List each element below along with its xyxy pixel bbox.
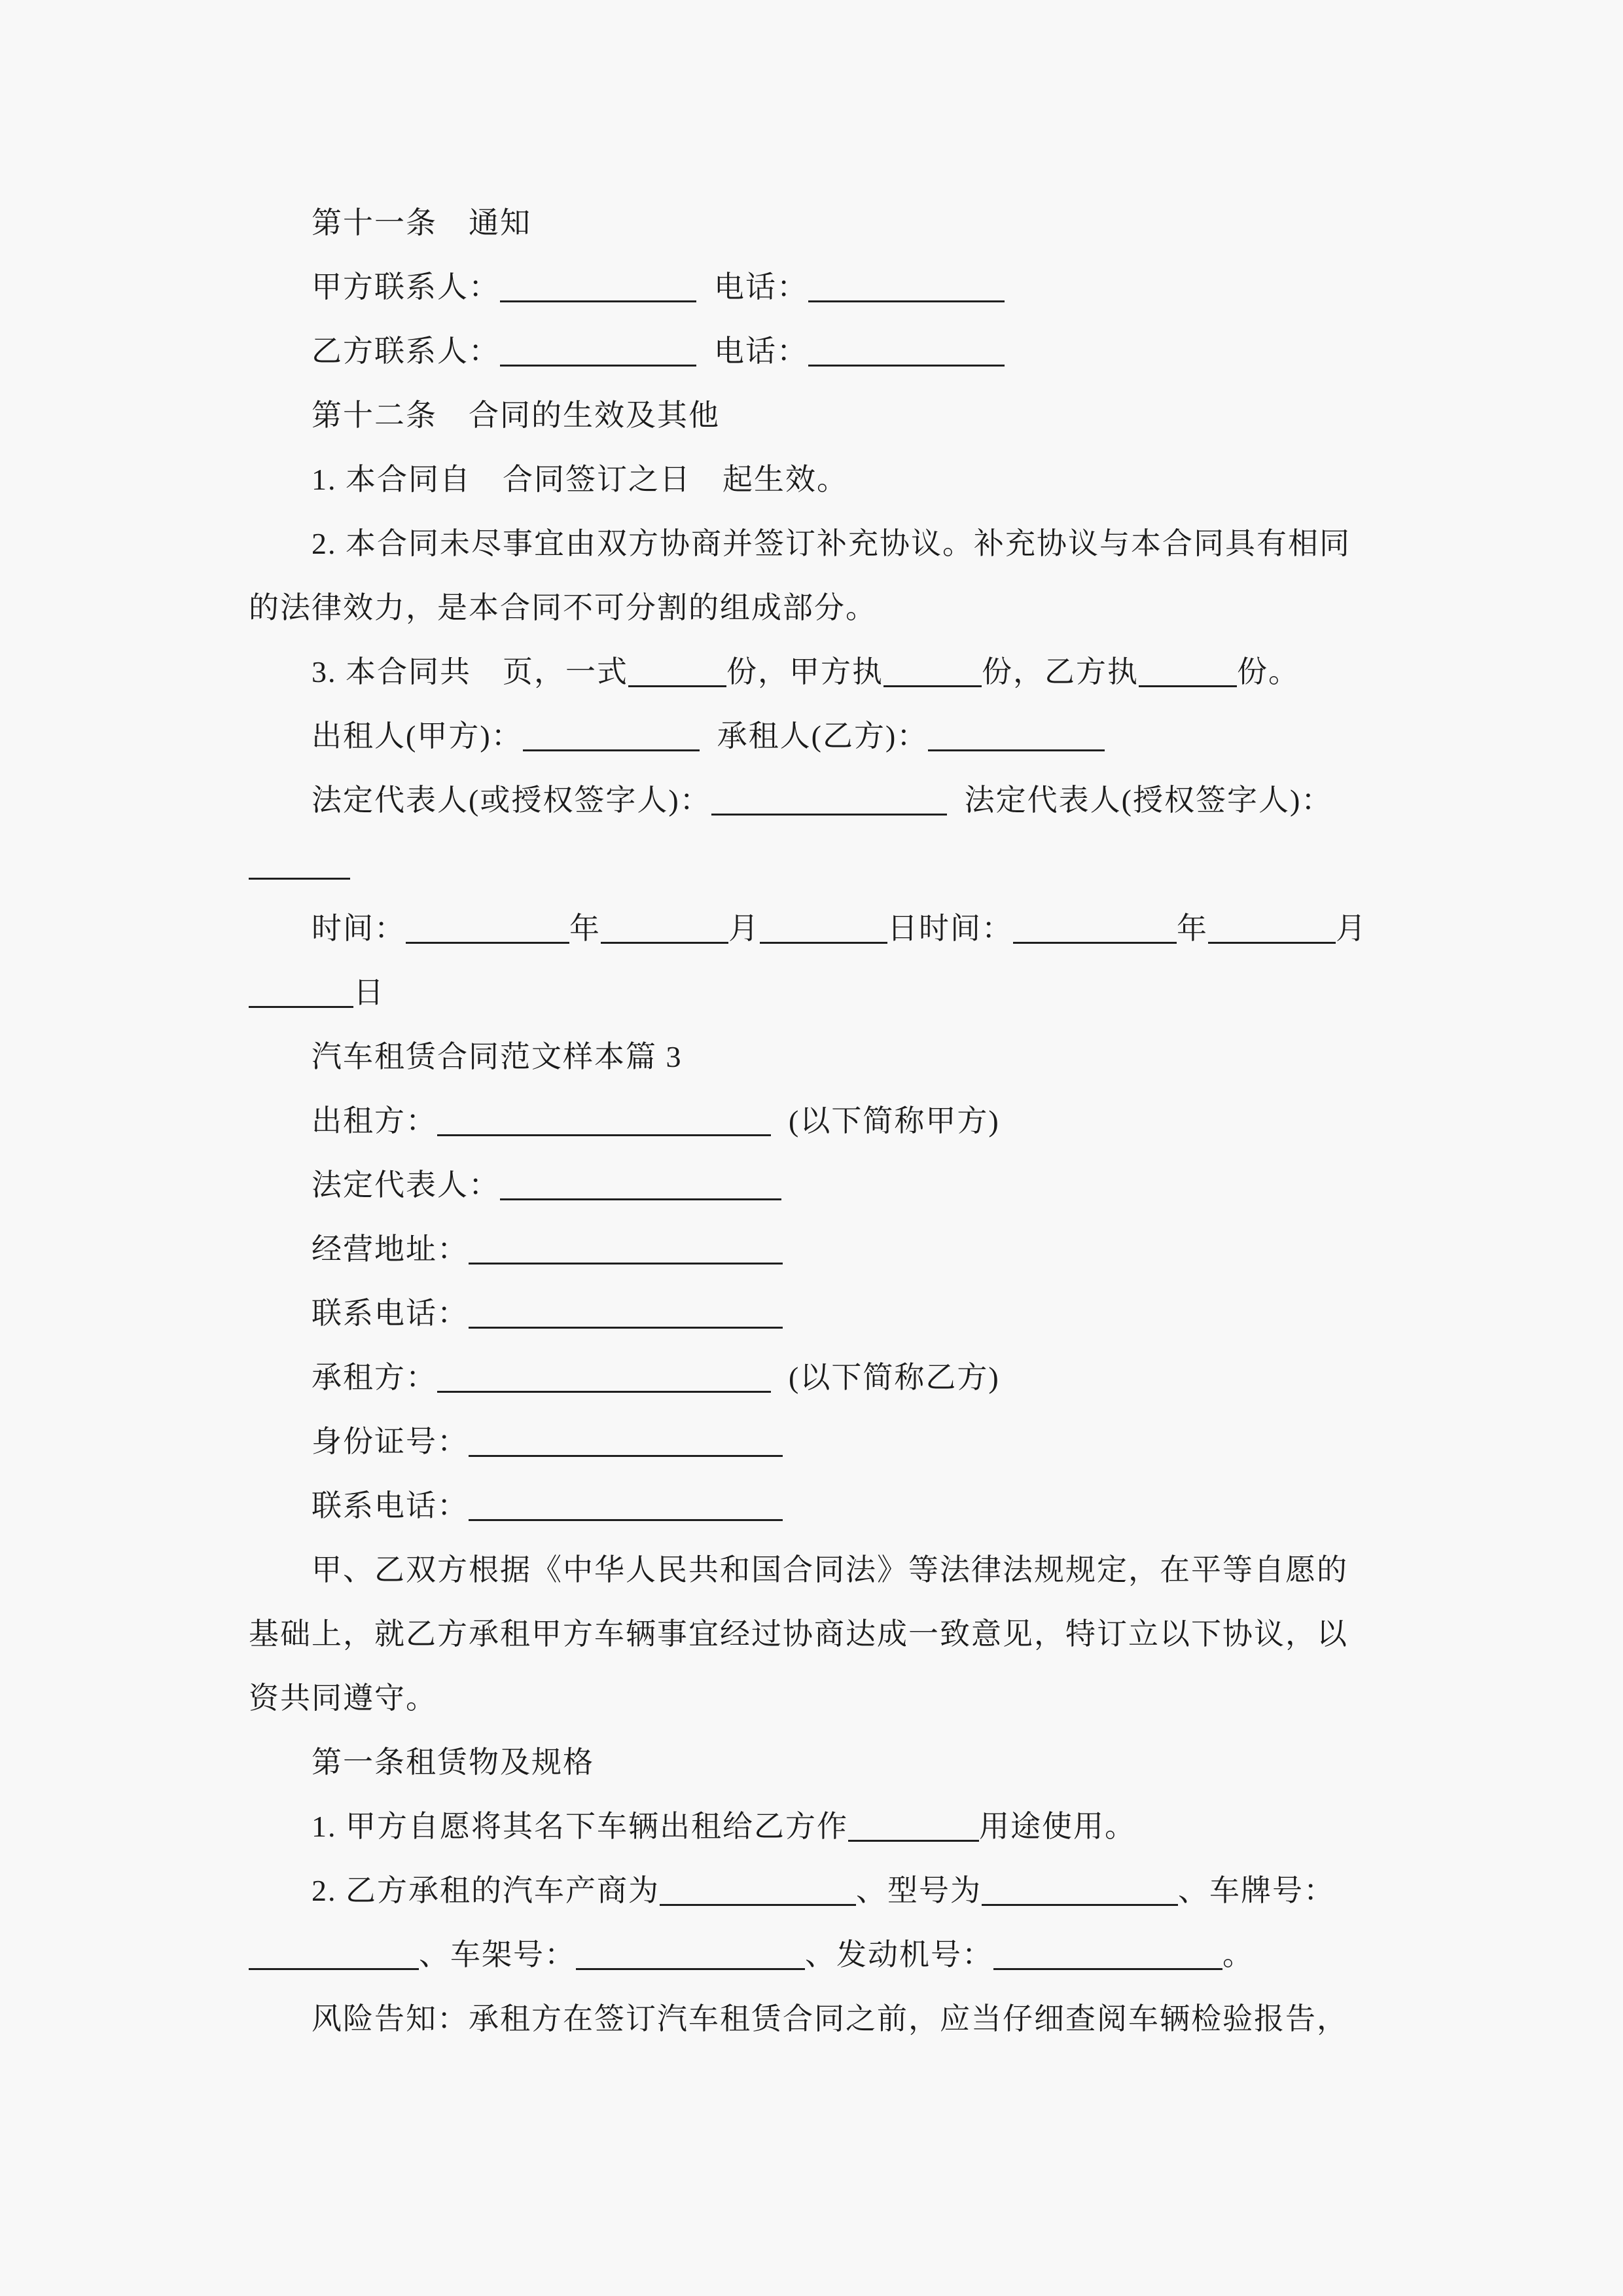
- document-line: [249, 1538, 1387, 1602]
- text-run: 法定代表人(授权签字人)：: [946, 783, 1333, 817]
- text-run: 联系电话：: [312, 1489, 469, 1522]
- text-run: 出租方：: [312, 1104, 437, 1138]
- document-line: [249, 448, 1387, 512]
- text-run: 第十一条 通知: [312, 206, 531, 240]
- blank-underline-field: [469, 1428, 783, 1457]
- text-run: 、发动机号：: [805, 1938, 993, 1971]
- document-line: [249, 1987, 1387, 2051]
- blank-underline-field: [711, 787, 947, 816]
- blank-underline-field: [883, 658, 982, 687]
- text-run: 月: [1336, 912, 1367, 945]
- blank-underline-field: [437, 1107, 771, 1136]
- text-run: 身份证号：: [312, 1425, 469, 1458]
- text-run: 月: [728, 912, 760, 945]
- blank-underline-field: [601, 915, 728, 944]
- blank-underline-field: [928, 723, 1105, 751]
- text-run: 甲方联系人：: [312, 270, 500, 304]
- blank-underline-field: [500, 274, 696, 302]
- blank-underline-field: [523, 723, 700, 751]
- document-line: [249, 576, 1387, 640]
- blank-underline-field: [1013, 915, 1177, 944]
- blank-underline-field: [437, 1364, 771, 1393]
- document-line: [249, 191, 1387, 255]
- text-run: 风险告知：承租方在签订汽车租赁合同之前，应当仔细查阅车辆检验报告，: [312, 2002, 1348, 2036]
- text-run: 、车牌号：: [1178, 1874, 1335, 1907]
- text-run: 。: [1222, 1938, 1254, 1971]
- text-run: 资共同遵守。: [249, 1681, 437, 1715]
- text-run: 电话：: [696, 334, 808, 368]
- text-run: 的法律效力，是本合同不可分割的组成部分。: [249, 591, 877, 624]
- blank-underline-field: [249, 979, 353, 1008]
- text-run: 1. 甲方自愿将其名下车辆出租给乙方作: [312, 1810, 848, 1843]
- document-line: [249, 1089, 1387, 1153]
- text-run: 2. 乙方承租的汽车产商为: [312, 1874, 660, 1907]
- document-line: [249, 1217, 1387, 1282]
- document-line: [249, 1153, 1387, 1217]
- blank-underline-field: [848, 1813, 979, 1842]
- text-run: 联系电话：: [312, 1297, 469, 1330]
- blank-underline-field: [982, 1877, 1178, 1906]
- text-run: 第一条租赁物及规格: [312, 1746, 594, 1779]
- text-run: 3. 本合同共 页，一式: [312, 655, 628, 689]
- blank-underline-field: [469, 1300, 783, 1329]
- blank-underline-field: [808, 338, 1005, 367]
- blank-underline-field: [500, 338, 696, 367]
- blank-underline-field: [808, 274, 1005, 302]
- blank-underline-field: [406, 915, 569, 944]
- blank-underline-field: [576, 1941, 805, 1970]
- text-run: 经营地址：: [312, 1232, 469, 1266]
- text-run: (以下简称乙方): [771, 1361, 1000, 1394]
- document-line: [249, 768, 1387, 833]
- document-line: [249, 512, 1387, 576]
- text-run: 2. 本合同未尽事宜由双方协商并签订补充协议。补充协议与本合同具有相同: [312, 527, 1351, 560]
- document-page-content: [249, 191, 1387, 2051]
- text-run: 电话：: [696, 270, 808, 304]
- document-line: [249, 319, 1387, 384]
- document-line: [249, 1410, 1387, 1474]
- document-line: [249, 1859, 1387, 1923]
- blank-underline-field: [249, 851, 350, 880]
- text-run: 年: [569, 912, 601, 945]
- text-run: 基础上，就乙方承租甲方车辆事宜经过协商达成一致意见，特订立以下协议，以: [249, 1617, 1348, 1651]
- document-line: [249, 833, 1387, 897]
- text-run: 第十二条 合同的生效及其他: [312, 399, 720, 432]
- document-line: [249, 1474, 1387, 1538]
- document-line: [249, 1602, 1387, 1666]
- text-run: (以下简称甲方): [771, 1104, 1000, 1138]
- text-run: 、车架号：: [419, 1938, 576, 1971]
- document-line: [249, 1666, 1387, 1731]
- document-line: [249, 1025, 1387, 1089]
- blank-underline-field: [1139, 658, 1237, 687]
- text-run: 日: [353, 976, 385, 1009]
- blank-underline-field: [500, 1172, 781, 1200]
- text-run: 承租人(乙方)：: [699, 719, 929, 753]
- text-run: 汽车租赁合同范文样本篇 3: [312, 1040, 683, 1073]
- text-run: 时间：: [312, 912, 406, 945]
- text-run: 承租方：: [312, 1361, 437, 1394]
- document-line: [249, 1795, 1387, 1859]
- text-run: 份，乙方执: [982, 655, 1139, 689]
- blank-underline-field: [660, 1877, 856, 1906]
- blank-underline-field: [1208, 915, 1336, 944]
- document-line: [249, 961, 1387, 1025]
- document-line: [249, 1731, 1387, 1795]
- text-run: 甲、乙双方根据《中华人民共和国合同法》等法律法规规定，在平等自愿的: [312, 1553, 1348, 1587]
- blank-underline-field: [760, 915, 887, 944]
- text-run: 1. 本合同自 合同签订之日 起生效。: [312, 463, 848, 496]
- text-run: 日时间：: [887, 912, 1013, 945]
- text-run: 用途使用。: [979, 1810, 1136, 1843]
- text-run: 、型号为: [856, 1874, 982, 1907]
- document-line: [249, 1346, 1387, 1410]
- blank-underline-field: [249, 1941, 419, 1970]
- blank-underline-field: [469, 1492, 783, 1521]
- document-line: [249, 384, 1387, 448]
- document-line: [249, 1282, 1387, 1346]
- blank-underline-field: [993, 1941, 1222, 1970]
- text-run: 份。: [1237, 655, 1300, 689]
- text-run: 出租人(甲方)：: [312, 719, 523, 753]
- text-run: 法定代表人：: [312, 1168, 500, 1202]
- text-run: 法定代表人(或授权签字人)：: [312, 783, 711, 817]
- blank-underline-field: [628, 658, 726, 687]
- document-line: [249, 255, 1387, 319]
- text-run: 份，甲方执: [726, 655, 883, 689]
- text-run: 乙方联系人：: [312, 334, 500, 368]
- document-line: [249, 704, 1387, 768]
- document-line: [249, 1923, 1387, 1987]
- document-line: [249, 897, 1387, 961]
- blank-underline-field: [469, 1236, 783, 1265]
- text-run: 年: [1177, 912, 1208, 945]
- document-line: [249, 640, 1387, 704]
